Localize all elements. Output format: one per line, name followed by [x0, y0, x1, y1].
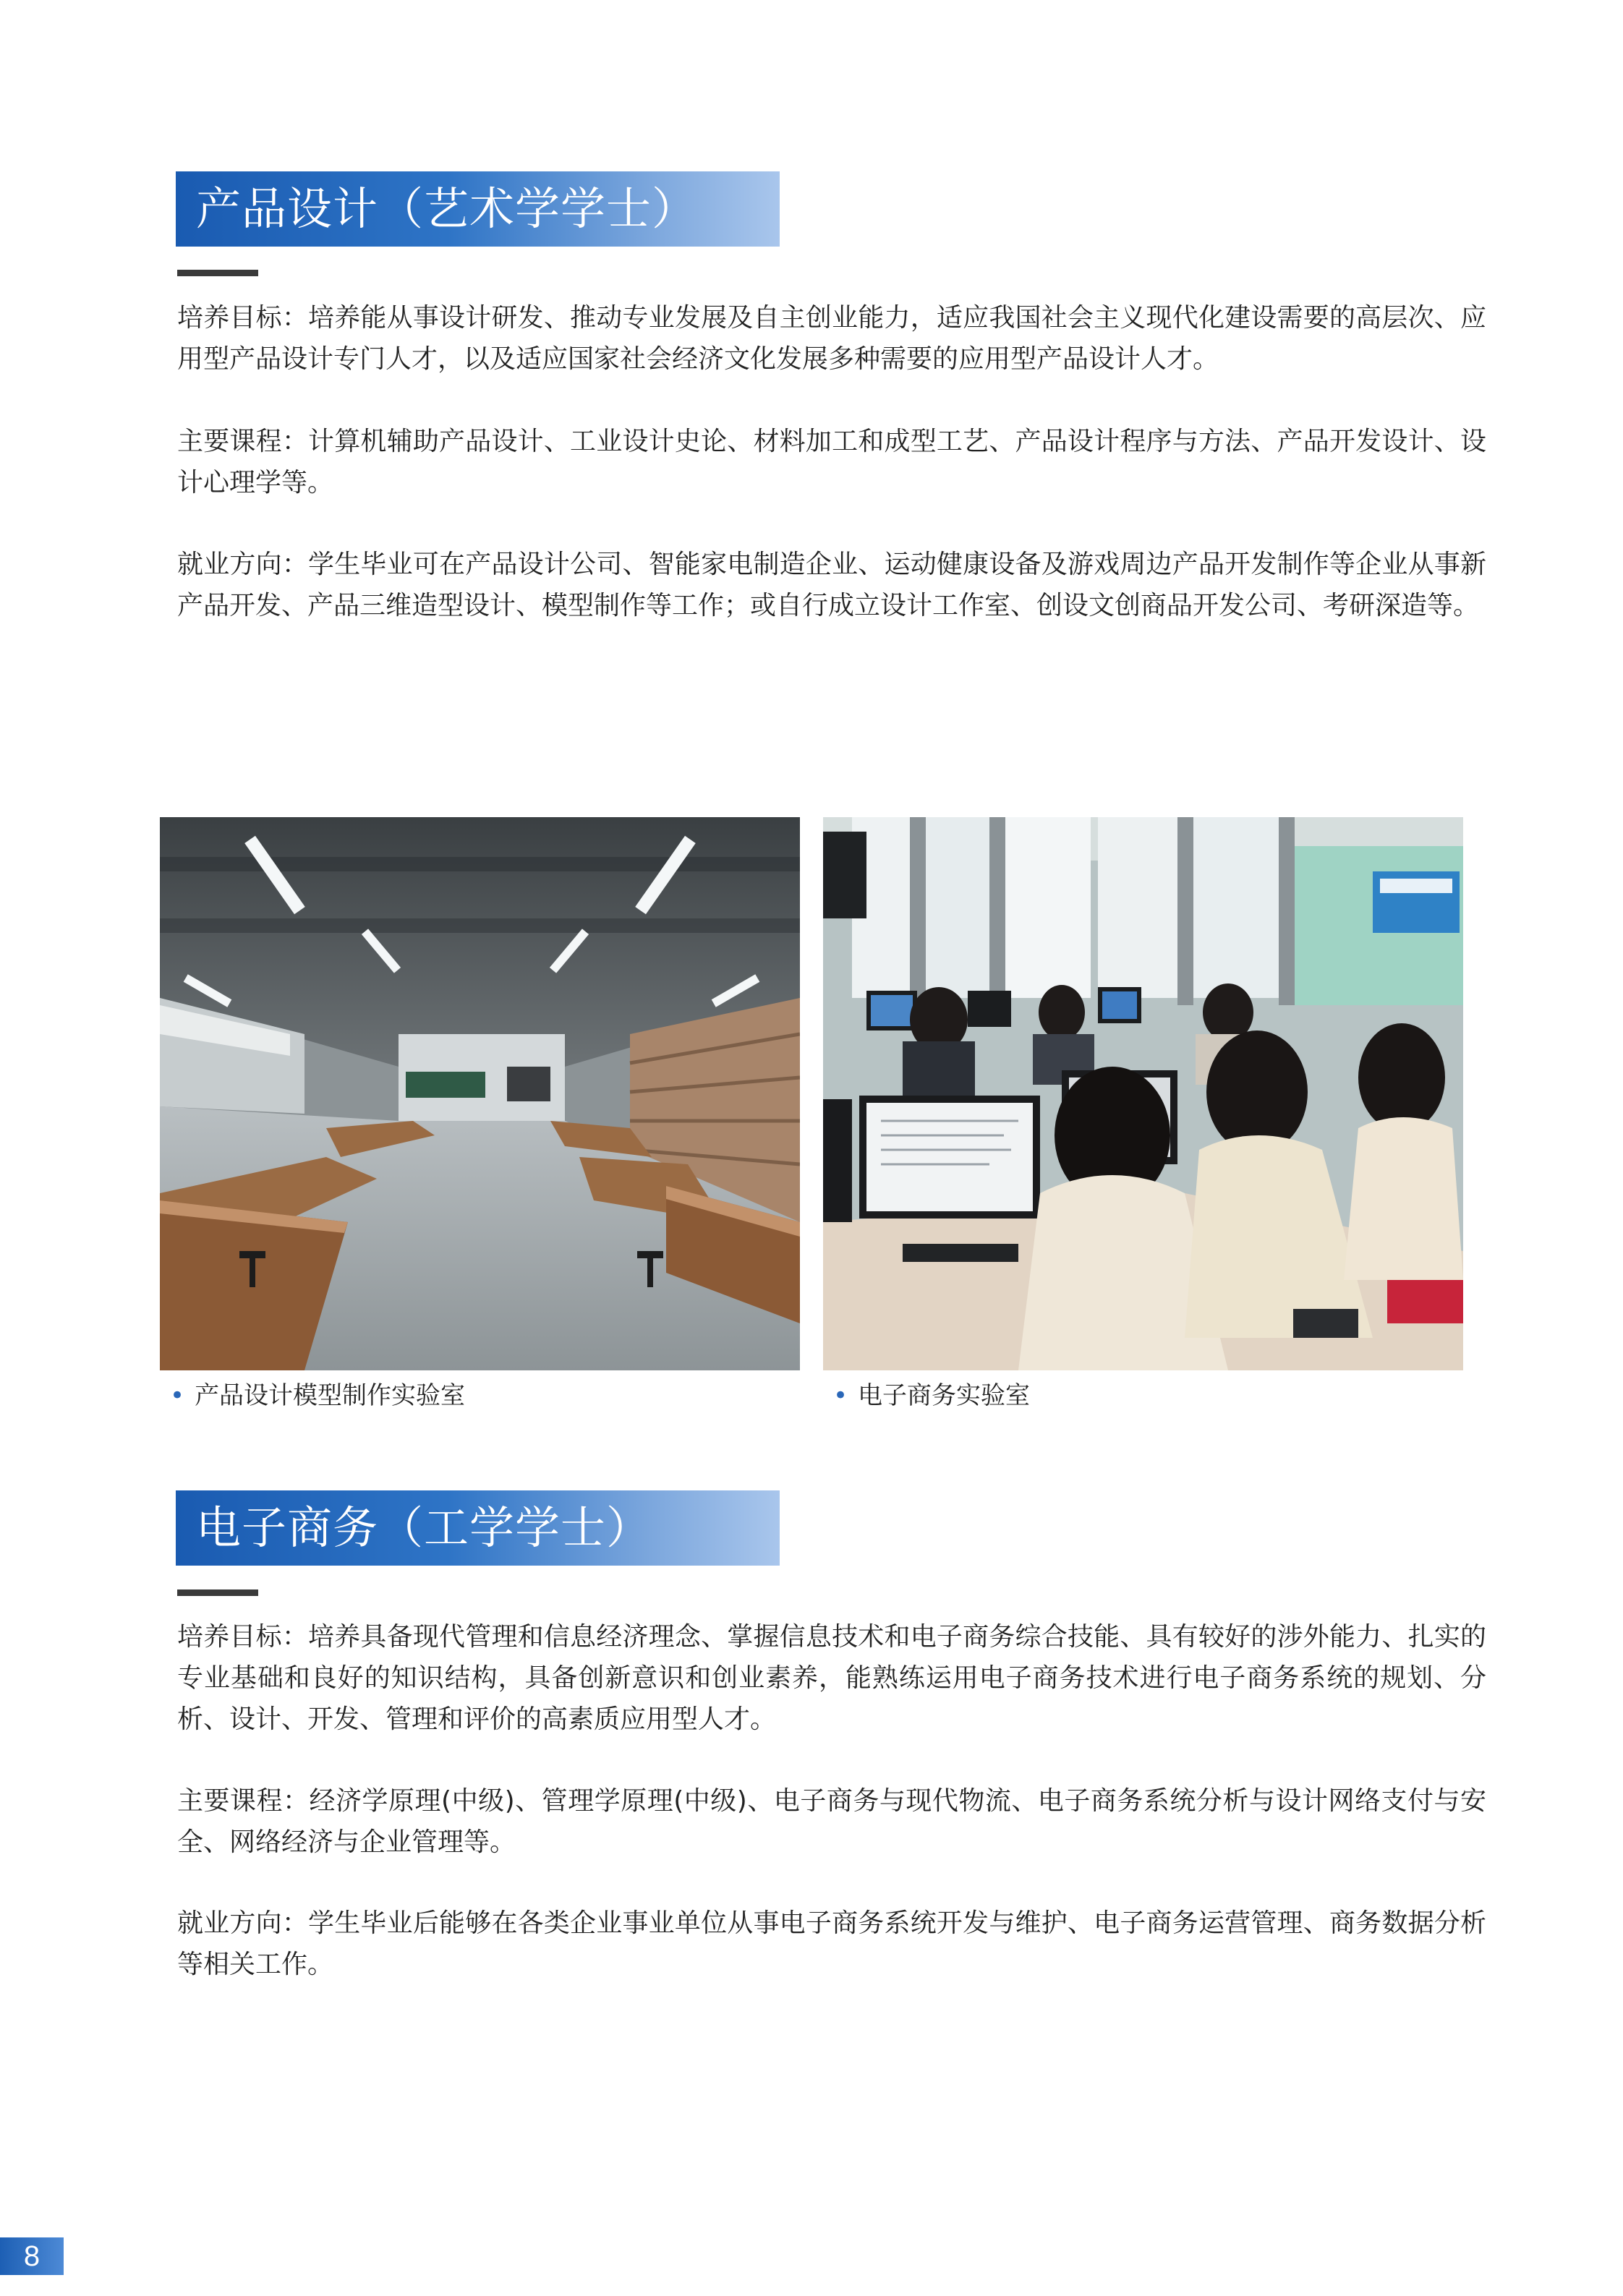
training-goal-text: 培养目标：培养具备现代管理和信息经济理念、掌握信息技术和电子商务综合技能、具有较好的涉外能力、扎实的专业基础和良好的知识结构，具备创新意识和创业素养，能熟练运用电子商务技术进行电子商务系统的规划、分析、设计、开发、管理和评价的高素质应用型人才。 — [177, 1622, 1486, 1734]
title-underline — [177, 1589, 258, 1596]
photo-caption-ecommerce-lab — [833, 1378, 1030, 1414]
caption-bullet: • — [833, 1381, 848, 1410]
ecommerce-lab-photo — [823, 817, 1463, 1370]
photo-caption-product-design-lab — [170, 1378, 465, 1414]
career-direction-text: 就业方向：学生毕业后能够在各类企业事业单位从事电子商务系统开发与维护、电子商务运营管理、商务数据分析等相关工作。 — [177, 1908, 1486, 1979]
caption-bullet: • — [170, 1381, 185, 1410]
main-courses-text: 主要课程：经济学原理(中级)、管理学原理(中级)、电子商务与现代物流、电子商务系统分析与设计网络支付与安全、网络经济与企业管理等。 — [177, 1786, 1486, 1857]
caption-text: 电子商务实验室 — [858, 1381, 1031, 1410]
main-courses-text: 主要课程：计算机辅助产品设计、工业设计史论、材料加工和成型工艺、产品设计程序与方法、产品开发设计、设计心理学等。 — [177, 427, 1486, 498]
product-design-lab-photo — [160, 817, 800, 1370]
section-title-product-design: 产品设计（艺术学学士） — [176, 171, 780, 247]
section-title-ecommerce: 电子商务（工学学士） — [176, 1490, 780, 1566]
title-underline — [177, 270, 258, 276]
page-number: 8 — [0, 2237, 64, 2275]
career-direction-text: 就业方向：学生毕业可在产品设计公司、智能家电制造企业、运动健康设备及游戏周边产品开发制作等企业从事新产品开发、产品三维造型设计、模型制作等工作；或自行成立设计工作室、创设文创商品开发公司、考研深造等。 — [177, 550, 1486, 620]
training-goal-text: 培养目标：培养能从事设计研发、推动专业发展及自主创业能力，适应我国社会主义现代化建设需要的高层次、应用型产品设计专门人才，以及适应国家社会经济文化发展多种需要的应用型产品设计人才。 — [177, 303, 1486, 374]
caption-text: 产品设计模型制作实验室 — [195, 1381, 466, 1410]
